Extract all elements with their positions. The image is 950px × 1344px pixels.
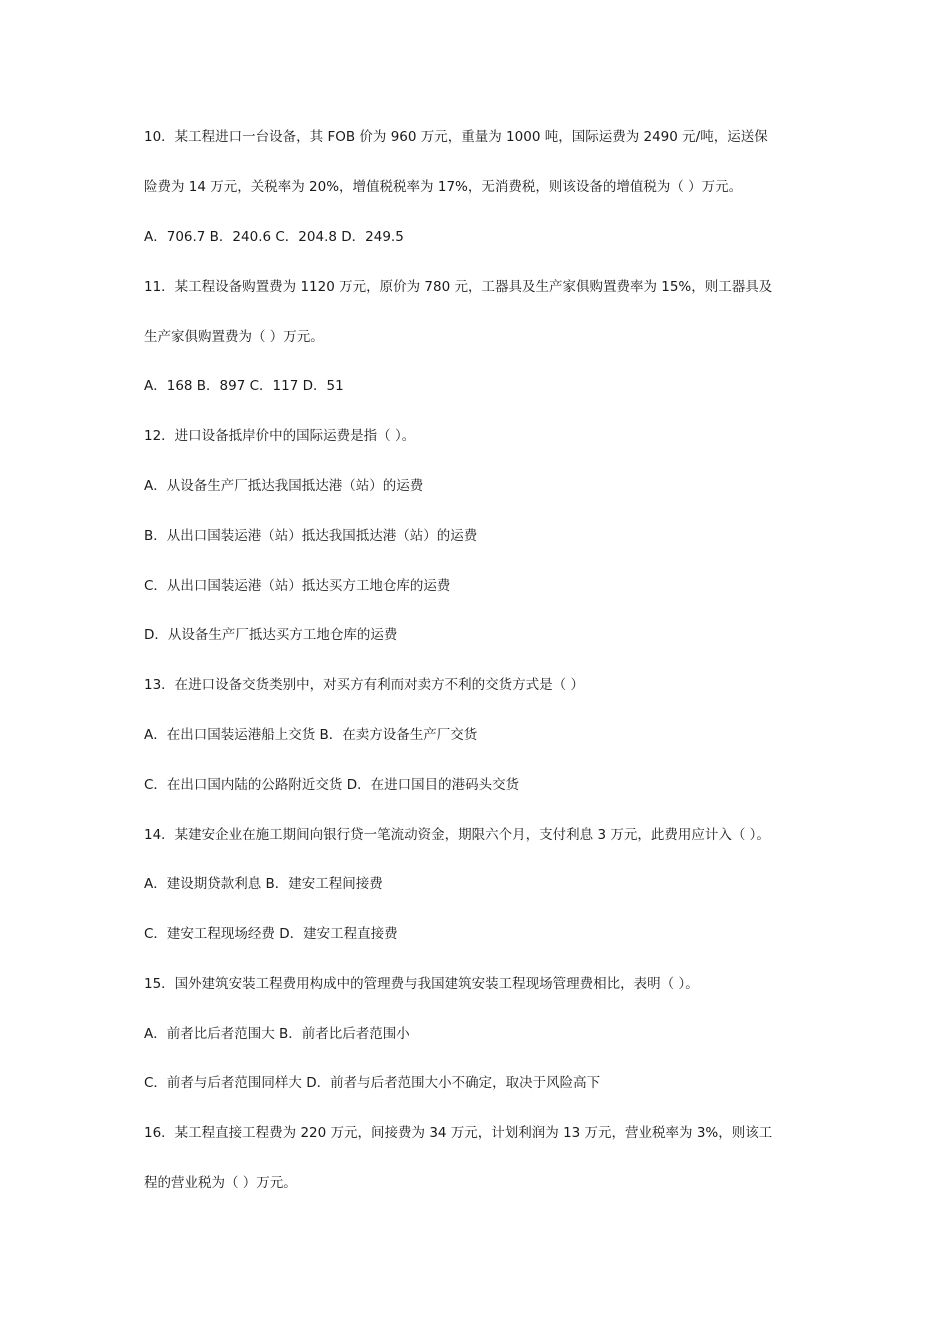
q10-stem-line-1: 10．某工程进口一台设备，其 FOB 价为 960 万元，重量为 1000 吨，国际运费为 2490 元/吨，运送保	[144, 129, 768, 145]
q12-option-d: D．从设备生产厂抵达买方工地仓库的运费	[144, 627, 398, 643]
q12-stem: 12．进口设备抵岸价中的国际运费是指（ ）。	[144, 428, 416, 444]
q13-stem: 13．在进口设备交货类别中，对买方有利而对卖方不利的交货方式是（ ）	[144, 677, 584, 693]
q12-option-a: A．从设备生产厂抵达我国抵达港（站）的运费	[144, 478, 424, 494]
q15-options-ab: A．前者比后者范围大 B．前者比后者范围小	[144, 1026, 410, 1042]
q16-stem-line-1: 16．某工程直接工程费为 220 万元，间接费为 34 万元，计划利润为 13 万元，营业税率为 3%，则该工	[144, 1125, 773, 1141]
q13-options-cd: C．在出口国内陆的公路附近交货 D．在进口国目的港码头交货	[144, 777, 520, 793]
q10-options: A．706.7 B．240.6 C．204.8 D．249.5	[144, 229, 404, 245]
q11-stem-line-1: 11．某工程设备购置费为 1120 万元，原价为 780 元，工器具及生产家俱购置费率为 15%，则工器具及	[144, 279, 773, 295]
q13-options-ab: A．在出口国装运港船上交货 B．在卖方设备生产厂交货	[144, 727, 478, 743]
q10-stem-line-2: 险费为 14 万元，关税率为 20%，增值税税率为 17%，无消费税，则该设备的增值税为（ ）万元。	[144, 179, 743, 195]
q15-stem: 15．国外建筑安装工程费用构成中的管理费与我国建筑安装工程现场管理费相比，表明（ ）。	[144, 976, 699, 992]
q14-options-cd: C．建安工程现场经费 D．建安工程直接费	[144, 926, 398, 942]
q11-options: A．168 B．897 C．117 D．51	[144, 378, 344, 394]
q12-option-c: C．从出口国装运港（站）抵达买方工地仓库的运费	[144, 578, 451, 594]
q11-stem-line-2: 生产家俱购置费为（ ）万元。	[144, 329, 324, 345]
q12-option-b: B．从出口国装运港（站）抵达我国抵达港（站）的运费	[144, 528, 478, 544]
q15-options-cd: C．前者与后者范围同样大 D．前者与后者范围大小不确定，取决于风险高下	[144, 1075, 601, 1091]
q16-stem-line-2: 程的营业税为（ ）万元。	[144, 1175, 297, 1191]
q14-options-ab: A．建设期贷款利息 B．建安工程间接费	[144, 876, 383, 892]
q14-stem: 14．某建安企业在施工期间向银行贷一笔流动资金，期限六个月，支付利息 3 万元，此费用应计入（ ）。	[144, 827, 770, 843]
